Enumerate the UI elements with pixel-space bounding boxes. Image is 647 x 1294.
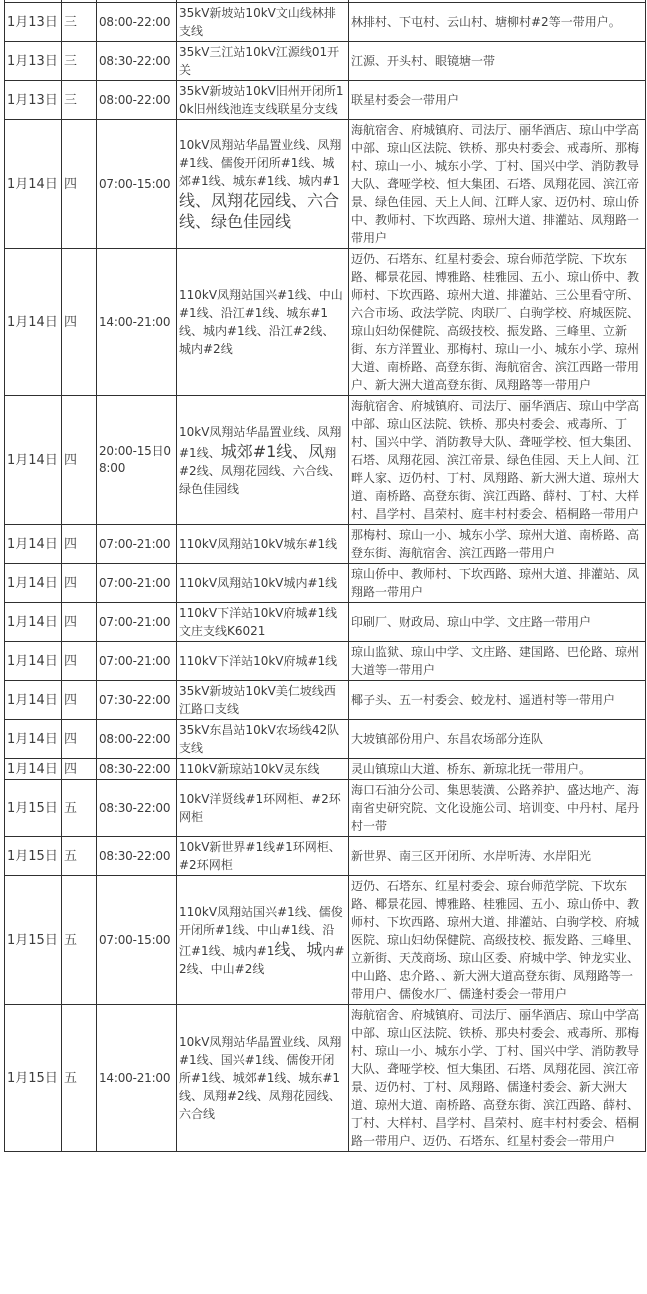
date-cell: 1月14日 <box>5 603 62 642</box>
date-cell: 1月14日 <box>5 396 62 525</box>
time-cell: 08:30-22:00 <box>97 42 177 81</box>
time-cell: 08:30-22:00 <box>97 837 177 876</box>
weekday-cell: 三 <box>62 81 97 120</box>
date-cell: 1月15日 <box>5 837 62 876</box>
table-row <box>5 564 646 603</box>
line-segment: 翔#2线、凤翔花园线、六合线、绿色佳园线 <box>179 445 341 496</box>
date-cell: 1月14日 <box>5 720 62 759</box>
table-row <box>5 396 646 525</box>
weekday-cell: 五 <box>62 780 97 837</box>
table-row <box>5 837 646 876</box>
weekday-cell: 四 <box>62 759 97 780</box>
line-cell <box>177 1005 349 1152</box>
line-cell <box>177 396 349 525</box>
area-cell: 海口石油分公司、集思装潢、公路养护、盛达地产、海南省史研究院、文化设施公司、培训变、中丹村、尾丹村一带 <box>349 780 646 837</box>
area-cell: 大坡镇部份用户、东昌农场部分连队 <box>349 720 646 759</box>
time-cell: 20:00-15日08:00 <box>97 396 177 525</box>
line-cell <box>177 876 349 1005</box>
line-segment: 110kV下洋站10kV府城#1线文庄支线K6021 <box>179 606 338 638</box>
area-cell: 琼山侨中、教师村、下坎西路、琼州大道、排灌站、凤翔路一带用户 <box>349 564 646 603</box>
line-cell <box>177 720 349 759</box>
time-cell: 08:00-22:00 <box>97 720 177 759</box>
time-cell: 08:00-22:00 <box>97 3 177 42</box>
table-row <box>5 120 646 249</box>
area-cell: 琼山监狱、琼山中学、文庄路、建国路、巴伦路、琼州大道等一带用户 <box>349 642 646 681</box>
time-cell: 07:00-21:00 <box>97 603 177 642</box>
date-cell: 1月14日 <box>5 759 62 780</box>
time-cell: 07:00-21:00 <box>97 564 177 603</box>
weekday-cell: 四 <box>62 720 97 759</box>
date-cell: 1月13日 <box>5 42 62 81</box>
date-cell: 1月14日 <box>5 564 62 603</box>
line-cell <box>177 525 349 564</box>
date-cell: 1月15日 <box>5 780 62 837</box>
table-row <box>5 759 646 780</box>
time-cell: 07:00-21:00 <box>97 642 177 681</box>
date-cell: 1月14日 <box>5 525 62 564</box>
table-row <box>5 720 646 759</box>
line-segment: 线、城 <box>274 939 323 959</box>
line-cell <box>177 642 349 681</box>
weekday-cell: 四 <box>62 249 97 396</box>
line-cell <box>177 3 349 42</box>
weekday-cell: 四 <box>62 642 97 681</box>
area-cell: 海航宿舍、府城镇府、司法厅、丽华酒店、琼山中学高中部、琼山区法院、铁桥、那央村委会、戒毒所、那梅村、琼山一小、城东小学、丁村、国兴中学、消防教导大队、聋哑学校、恒大集团、石塔、凤翔花园、滨江帝景、迈仍村、丁村、凤翔路、儒逢村委会、新大洲大道、琼州大道、南桥路、高登东街、滨江西路、薛村、丁村、大样村、昌学村、昌荣村、庭丰村村委会、梧桐路一带用户、迈仍、石塔东、红星村委会一带用户 <box>349 1005 646 1152</box>
line-segment: 35kV新坡站10kV文山线林排支线 <box>179 6 336 38</box>
date-cell: 1月14日 <box>5 249 62 396</box>
weekday-cell: 三 <box>62 3 97 42</box>
line-segment: 10kV新世界#1线#1环网柜、#2环网柜 <box>179 840 341 872</box>
time-cell: 07:00-15:00 <box>97 876 177 1005</box>
table-row <box>5 81 646 120</box>
date-cell: 1月13日 <box>5 81 62 120</box>
line-cell <box>177 681 349 720</box>
line-segment: 35kV新坡站10kV美仁坡线西江路口支线 <box>179 684 336 716</box>
line-cell <box>177 759 349 780</box>
line-segment: 城郊#1线、凤 <box>220 441 325 461</box>
area-cell: 海航宿舍、府城镇府、司法厅、丽华酒店、琼山中学高中部、琼山区法院、铁桥、那央村委会、戒毒所、那梅村、琼山一小、城东小学、丁村、国兴中学、消防教导大队、聋哑学校、恒大集团、石塔、凤翔花园、滨江帝景、绿色佳园、天上人间、江畔人家、迈仍村、琼山侨中、教师村、下坎西路、琼州大道、排灌站、凤翔路一带用户 <box>349 120 646 249</box>
line-cell <box>177 603 349 642</box>
line-segment: 线、凤翔花园线、六合线、绿色佳园线 <box>179 191 340 231</box>
time-cell: 08:30-22:00 <box>97 759 177 780</box>
area-cell: 江源、开头村、眼镜塘一带 <box>349 42 646 81</box>
weekday-cell: 五 <box>62 837 97 876</box>
line-segment: 110kV下洋站10kV府城#1线 <box>179 654 338 668</box>
line-segment: 110kV凤翔站10kV城内#1线 <box>179 576 338 590</box>
weekday-cell: 四 <box>62 396 97 525</box>
table-row <box>5 1005 646 1152</box>
time-cell: 08:30-22:00 <box>97 780 177 837</box>
time-cell: 07:30-22:00 <box>97 681 177 720</box>
table-row <box>5 42 646 81</box>
time-cell: 14:00-21:00 <box>97 1005 177 1152</box>
line-segment: 35kV三江站10kV江源线01开关 <box>179 45 340 77</box>
time-cell: 14:00-21:00 <box>97 249 177 396</box>
line-segment: 10kV凤翔站华晶置业线、凤翔#1线、儒俊开闭所#1线、城郊#1线、城东#1线、城内#1 <box>179 138 342 188</box>
date-cell: 1月14日 <box>5 120 62 249</box>
line-segment: 110kV凤翔站国兴#1线、中山#1线、沿江#1线、城东#1线、城内#1线、沿江#2线、城内#2线 <box>179 288 343 356</box>
area-cell: 椰子头、五一村委会、蛟龙村、遥逍村等一带用户 <box>349 681 646 720</box>
table-row <box>5 681 646 720</box>
line-cell <box>177 564 349 603</box>
line-segment: 10kV凤翔站华晶置业线、凤翔#1线、国兴#1线、儒俊开闭所#1线、城郊#1线、城东#1线、凤翔#2线、凤翔花园线、六合线 <box>179 1035 342 1121</box>
line-cell <box>177 249 349 396</box>
line-segment: 内#2线、中山#2线 <box>179 943 345 976</box>
date-cell: 1月15日 <box>5 876 62 1005</box>
area-cell: 迈仍、石塔东、红星村委会、琼台师范学院、下坎东路、椰景花园、博雅路、桂雅园、五小、琼山侨中、教师村、下坎西路、琼州大道、排灌站、三公里看守所、六合市场、政法学院、肉联厂、白驹学校、府城医院、琼山妇幼保健院、高级技校、振发路、三峰里、立新街、东方洋置业、那梅村、琼山一小、城东小学、琼州大道、南桥路、高登东街、海航宿舍、滨江西路一带用户、新大洲大道高登东街、凤翔路等一带用户 <box>349 249 646 396</box>
table-row <box>5 876 646 1005</box>
weekday-cell: 四 <box>62 681 97 720</box>
line-segment: 10kV洋贤线#1环网柜、#2环网柜 <box>179 792 341 824</box>
line-segment: 35kV东昌站10kV农场线42队支线 <box>179 723 340 755</box>
weekday-cell: 五 <box>62 1005 97 1152</box>
area-cell: 灵山镇琼山大道、桥东、新琼北抚一带用户。 <box>349 759 646 780</box>
table-row <box>5 525 646 564</box>
line-cell <box>177 42 349 81</box>
line-cell <box>177 837 349 876</box>
weekday-cell: 四 <box>62 564 97 603</box>
line-segment: 110kV凤翔站10kV城东#1线 <box>179 537 338 551</box>
weekday-cell: 四 <box>62 120 97 249</box>
line-cell <box>177 120 349 249</box>
weekday-cell: 四 <box>62 525 97 564</box>
table-row <box>5 603 646 642</box>
area-cell: 联星村委会一带用户 <box>349 81 646 120</box>
time-cell: 07:00-15:00 <box>97 120 177 249</box>
table-row <box>5 642 646 681</box>
table-row <box>5 780 646 837</box>
area-cell: 海航宿舍、府城镇府、司法厅、丽华酒店、琼山中学高中部、琼山区法院、铁桥、那央村委会、戒毒所、丁村、国兴中学、消防教导大队、聋哑学校、恒大集团、石塔、凤翔花园、滨江帝景、绿色佳园、天上人间、江畔人家、迈仍村、丁村、凤翔路、新大洲大道、琼州大道、南桥路、高登东街、滨江西路、薛村、丁村、大样村、昌学村、昌荣村、庭丰村村委会、梧桐路一带用户 <box>349 396 646 525</box>
table-row <box>5 249 646 396</box>
date-cell: 1月14日 <box>5 681 62 720</box>
weekday-cell: 五 <box>62 876 97 1005</box>
line-segment: 35kV新坡站10kV旧州开闭所10k旧州线池连支线联星分支线 <box>179 84 344 116</box>
date-cell: 1月15日 <box>5 1005 62 1152</box>
time-cell: 08:00-22:00 <box>97 81 177 120</box>
line-segment: 110kV凤翔站国兴#1线、儒俊开闭所#1线、中山#1线、沿江#1线、城内#1 <box>179 904 343 958</box>
outage-schedule-table <box>4 0 646 1152</box>
area-cell: 印刷厂、财政局、琼山中学、文庄路一带用户 <box>349 603 646 642</box>
area-cell: 那梅村、琼山一小、城东小学、琼州大道、南桥路、高登东街、海航宿舍、滨江西路一带用户 <box>349 525 646 564</box>
weekday-cell: 四 <box>62 603 97 642</box>
line-segment: 10kV凤翔站华晶置业线、凤翔#1线、 <box>179 424 342 460</box>
line-cell <box>177 81 349 120</box>
line-segment: 110kV新琼站10kV灵东线 <box>179 762 320 776</box>
date-cell: 1月14日 <box>5 642 62 681</box>
date-cell: 1月13日 <box>5 3 62 42</box>
weekday-cell: 三 <box>62 42 97 81</box>
area-cell: 林排村、下屯村、云山村、塘柳村#2等一带用户。 <box>349 3 646 42</box>
area-cell: 迈仍、石塔东、红星村委会、琼台师范学院、下坎东路、椰景花园、博雅路、桂雅园、五小、琼山侨中、教师村、下坎西路、琼州大道、排灌站、白驹学校、府城医院、琼山妇幼保健院、高级技校、振发路、三峰里、立新街、天茂商场、琼山区委、府城中学、钟龙实业、中山路、忠介路、、新大洲大道高登东街、凤翔路等一带用户、儒俊水厂、儒逢村委会一带用户 <box>349 876 646 1005</box>
time-cell: 07:00-21:00 <box>97 525 177 564</box>
area-cell: 新世界、南三区开闭所、水岸听涛、水岸阳光 <box>349 837 646 876</box>
line-cell <box>177 780 349 837</box>
table-row <box>5 3 646 42</box>
